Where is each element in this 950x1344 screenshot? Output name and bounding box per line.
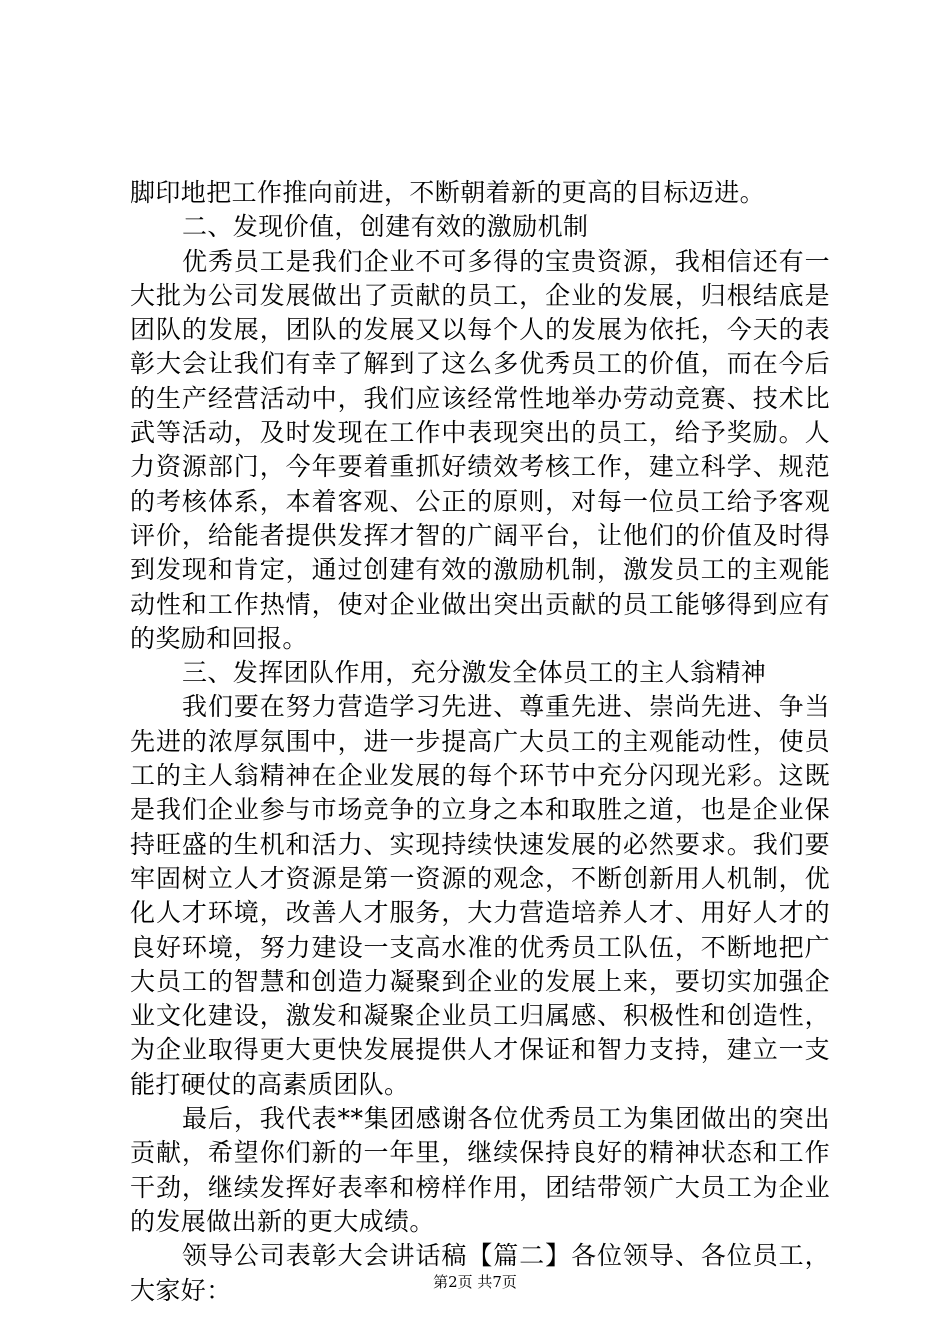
section-heading-3: 三、发挥团队作用，充分激发全体员工的主人翁精神 [182,658,767,688]
page-footer [0,1272,950,1292]
page-number: 第2页 共7页 [433,1273,517,1291]
paragraph-continuation: 脚印地把工作推向前进，不断朝着新的更高的目标迈进。 [130,178,766,207]
document-body [130,176,830,1308]
paragraph-next-speech: 领导公司表彰大会讲话稿【篇二】各位领导、各位员工，大家好： [130,1241,830,1305]
paragraph-team-role: 我们要在努力营造学习先进、尊重先进、崇尚先进、争当先进的浓厚氛围中，进一步提高广大员工的主观能动性，使员工的主人翁精神在企业发展的每个环节中充分闪现光彩。这既是我们企业参与市场竞争的立身之本和取胜之道，也是企业保持旺盛的生机和活力、实现持续快速发展的必然要求。我们要牢固树立人才资源是第一资源的观念，不断创新用人机制，优化人才环境，改善人才服务，大力营造培养人才、用好人才的良好环境，努力建设一支高水准的优秀员工队伍，不断地把广大员工的智慧和创造力凝聚到企业的发展上来，要切实加强企业文化建设，激发和凝聚企业员工归属感、积极性和创造性，为企业取得更大更快发展提供人才保证和智力支持，建立一支能打硬仗的高素质团队。 [130,692,830,1099]
paragraph-discover-value: 优秀员工是我们企业不可多得的宝贵资源，我相信还有一大批为公司发展做出了贡献的员工，企业的发展，归根结底是团队的发展，团队的发展又以每个人的发展为依托，今天的表彰大会让我们有幸了解到了这么多优秀员工的价值，而在今后的生产经营活动中，我们应该经常性地举办劳动竞赛、技术比武等活动，及时发现在工作中表现突出的员工，给予奖励。人力资源部门，今年要着重抓好绩效考核工作，建立科学、规范的考核体系，本着客观、公正的原则，对每一位员工给予客观评价，给能者提供发挥才智的广阔平台，让他们的价值及时得到发现和肯定，通过创建有效的激励机制，激发员工的主观能动性和工作热情，使对企业做出突出贡献的员工能够得到应有的奖励和回报。 [130,246,830,653]
section-heading-2: 二、发现价值，创建有效的激励机制 [182,212,589,242]
paragraph-closing: 最后，我代表**集团感谢各位优秀员工为集团做出的突出贡献，希望你们新的一年里，继续保持良好的精神状态和工作干劲，继续发挥好表率和榜样作用，团结带领广大员工为企业的发展做出新的更大成绩。 [130,1104,830,1236]
